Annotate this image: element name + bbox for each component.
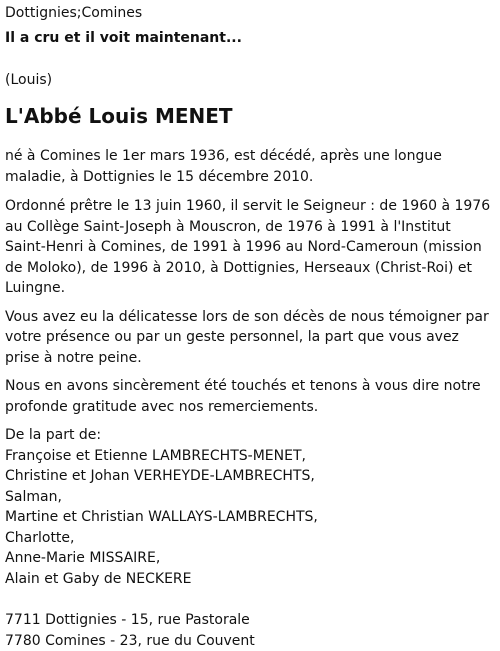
signer-item: Charlotte, <box>5 528 495 549</box>
signoff-intro: De la part de: <box>5 425 495 446</box>
address-line: 7711 Dottignies - 15, rue Pastorale <box>5 610 495 631</box>
death-notice <box>5 0 495 651</box>
signer-item: Anne-Marie MISSAIRE, <box>5 548 495 569</box>
location-line: Dottignies;Comines <box>5 4 495 22</box>
signer-item: Salman, <box>5 487 495 508</box>
tagline: Il a cru et il voit maintenant... <box>5 29 495 47</box>
signer-item: Christine et Johan VERHEYDE-LAMBRECHTS, <box>5 466 495 487</box>
signer-item: Françoise et Etienne LAMBRECHTS-MENET, <box>5 446 495 467</box>
signer-list <box>5 446 495 590</box>
signer-item: Martine et Christian WALLAYS-LAMBRECHTS, <box>5 507 495 528</box>
signer-item: Alain et Gaby de NECKERE <box>5 569 495 590</box>
gratitude-paragraph: Nous en avons sincèrement été touchés et tenons à vous dire notre profonde gratitude avec nos remerciements. <box>5 376 495 417</box>
birth-death-paragraph: né à Comines le 1er mars 1936, est décédé, après une longue maladie, à Dottignies le 15 décembre 2010. <box>5 146 495 187</box>
first-name: (Louis) <box>5 71 495 89</box>
career-paragraph: Ordonné prêtre le 13 juin 1960, il servit le Seigneur : de 1960 à 1976 au Collège Saint-Joseph à Mouscron, de 1976 à 1991 à l'Institut Saint-Henri à Comines, de 1991 à 1996 au Nord-Cameroun (mission de Moloko), de 1996 à 2010, à Dottignies, Herseaux (Christ-Roi) et Luingne. <box>5 196 495 299</box>
address-line: 7780 Comines - 23, rue du Couvent <box>5 631 495 651</box>
signoff <box>5 425 495 589</box>
deceased-name: L'Abbé Louis MENET <box>5 103 495 129</box>
address-block <box>5 610 495 651</box>
thanks-paragraph: Vous avez eu la délicatesse lors de son décès de nous témoigner par votre présence ou par un geste personnel, la part que vous avez prise à notre peine. <box>5 307 495 369</box>
